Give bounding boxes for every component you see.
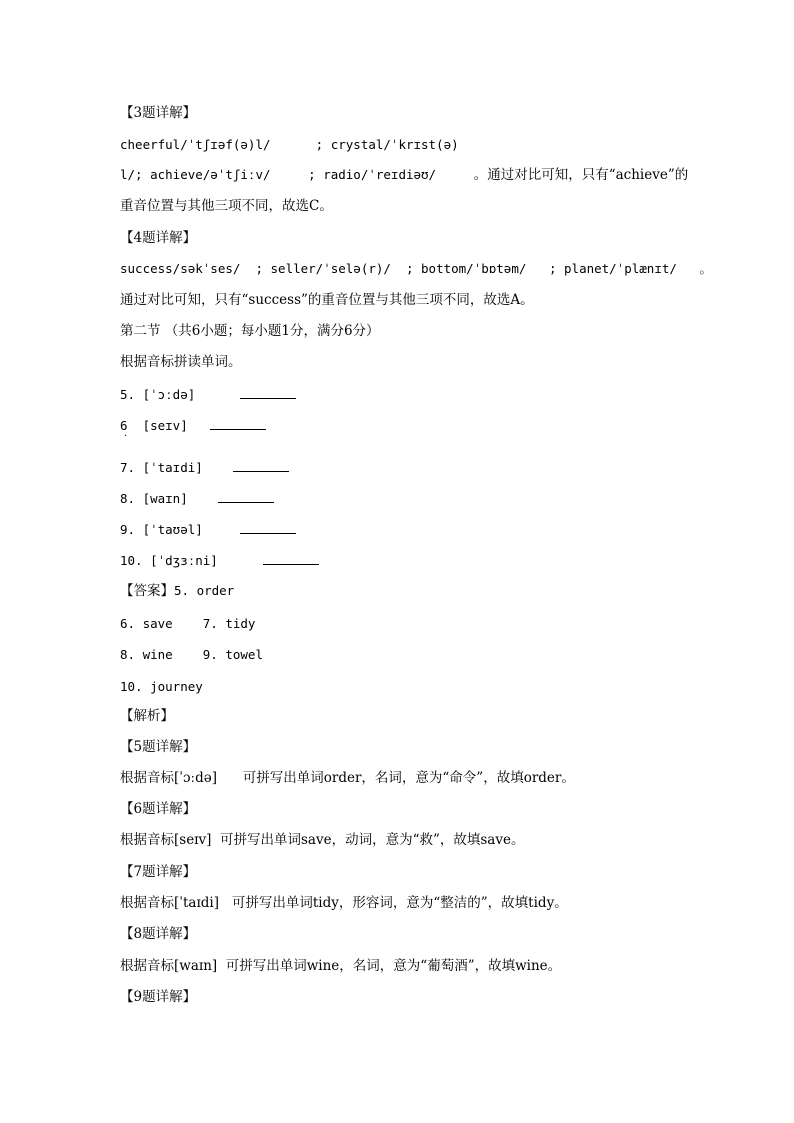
question-5 <box>120 386 296 404</box>
explanation-q8: 根据音标[waɪn] 可拼写出单词wine，名词，意为“葡萄酒”，故填wine。 <box>120 958 562 974</box>
answers-6-7: 6. save 7. tidy <box>120 616 256 631</box>
question-9 <box>120 521 296 539</box>
answer-blank-10[interactable] <box>263 552 319 565</box>
section-heading: 第二节 （共6小题；每小题1分，满分6分） <box>120 323 380 339</box>
heading-q9: 【9题详解】 <box>120 989 197 1005</box>
question-6-prompt: 6 [seɪv] <box>120 418 211 433</box>
phonetic-line-q3b <box>120 166 688 184</box>
explanation-q5: 根据音标[ˈɔːdə] 可拼写出单词order，名词，意为“命令”，故填order。 <box>120 770 575 786</box>
answer-blank-5[interactable] <box>240 386 296 399</box>
answer-5: 5. order <box>174 583 235 598</box>
question-10 <box>120 552 319 570</box>
heading-q5: 【5题详解】 <box>120 739 197 755</box>
answer-blank-8[interactable] <box>218 490 274 503</box>
heading-q8: 【8题详解】 <box>120 926 197 942</box>
question-5-prompt: 5. [ˈɔːdə] <box>120 387 241 402</box>
question-9-prompt: 9. [ˈtaʊəl] <box>120 522 241 537</box>
phonetic-line-q3a: cheerful/ˈtʃɪəf(ə)l/ ; crystal/ˈkrɪst(ə) <box>120 137 459 152</box>
heading-q6: 【6题详解】 <box>120 801 197 817</box>
phonetic-q3b-explanation: 。通过对比可知，只有“achieve”的 <box>473 167 689 183</box>
phonetic-line-q4: success/səkˈses/ ; seller/ˈselə(r)/ ; bottom/ˈbɒtəm/ ; planet/ˈplænɪt/ 。 <box>120 261 712 276</box>
stray-dot: · <box>124 431 128 442</box>
analysis-heading: 【解析】 <box>120 708 174 724</box>
question-7-prompt: 7. [ˈtaɪdi] <box>120 460 233 475</box>
explanation-q3: 重音位置与其他三项不同，故选C。 <box>120 198 333 214</box>
question-7 <box>120 459 289 477</box>
answers-8-9: 8. wine 9. towel <box>120 647 263 662</box>
question-6 <box>120 417 266 435</box>
heading-q4: 【4题详解】 <box>120 230 197 246</box>
answer-blank-6[interactable] <box>210 417 266 430</box>
explanation-q6: 根据音标[seɪv] 可拼写出单词save，动词，意为“救”，故填save。 <box>120 832 525 848</box>
question-8-prompt: 8. [waɪn] <box>120 491 218 506</box>
answer-label: 【答案】 <box>120 583 174 599</box>
answer-blank-9[interactable] <box>240 521 296 534</box>
instruction: 根据音标拼读单词。 <box>120 354 242 370</box>
answer-10: 10. journey <box>120 679 203 694</box>
heading-q3: 【3题详解】 <box>120 105 197 121</box>
heading-q7: 【7题详解】 <box>120 864 197 880</box>
answer-blank-7[interactable] <box>233 459 289 472</box>
question-10-prompt: 10. [ˈdʒɜːni] <box>120 553 263 568</box>
explanation-q7: 根据音标[ˈtaɪdi] 可拼写出单词tidy，形容词，意为“整洁的”，故填tidy。 <box>120 895 568 911</box>
answer-line-5 <box>120 582 234 600</box>
phonetic-q3b-words: l/; achieve/əˈtʃiːv/ ; radio/ˈreɪdiəʊ/ <box>120 167 474 182</box>
question-8 <box>120 490 274 508</box>
explanation-q4: 通过对比可知，只有“success”的重音位置与其他三项不同，故选A。 <box>120 292 534 308</box>
